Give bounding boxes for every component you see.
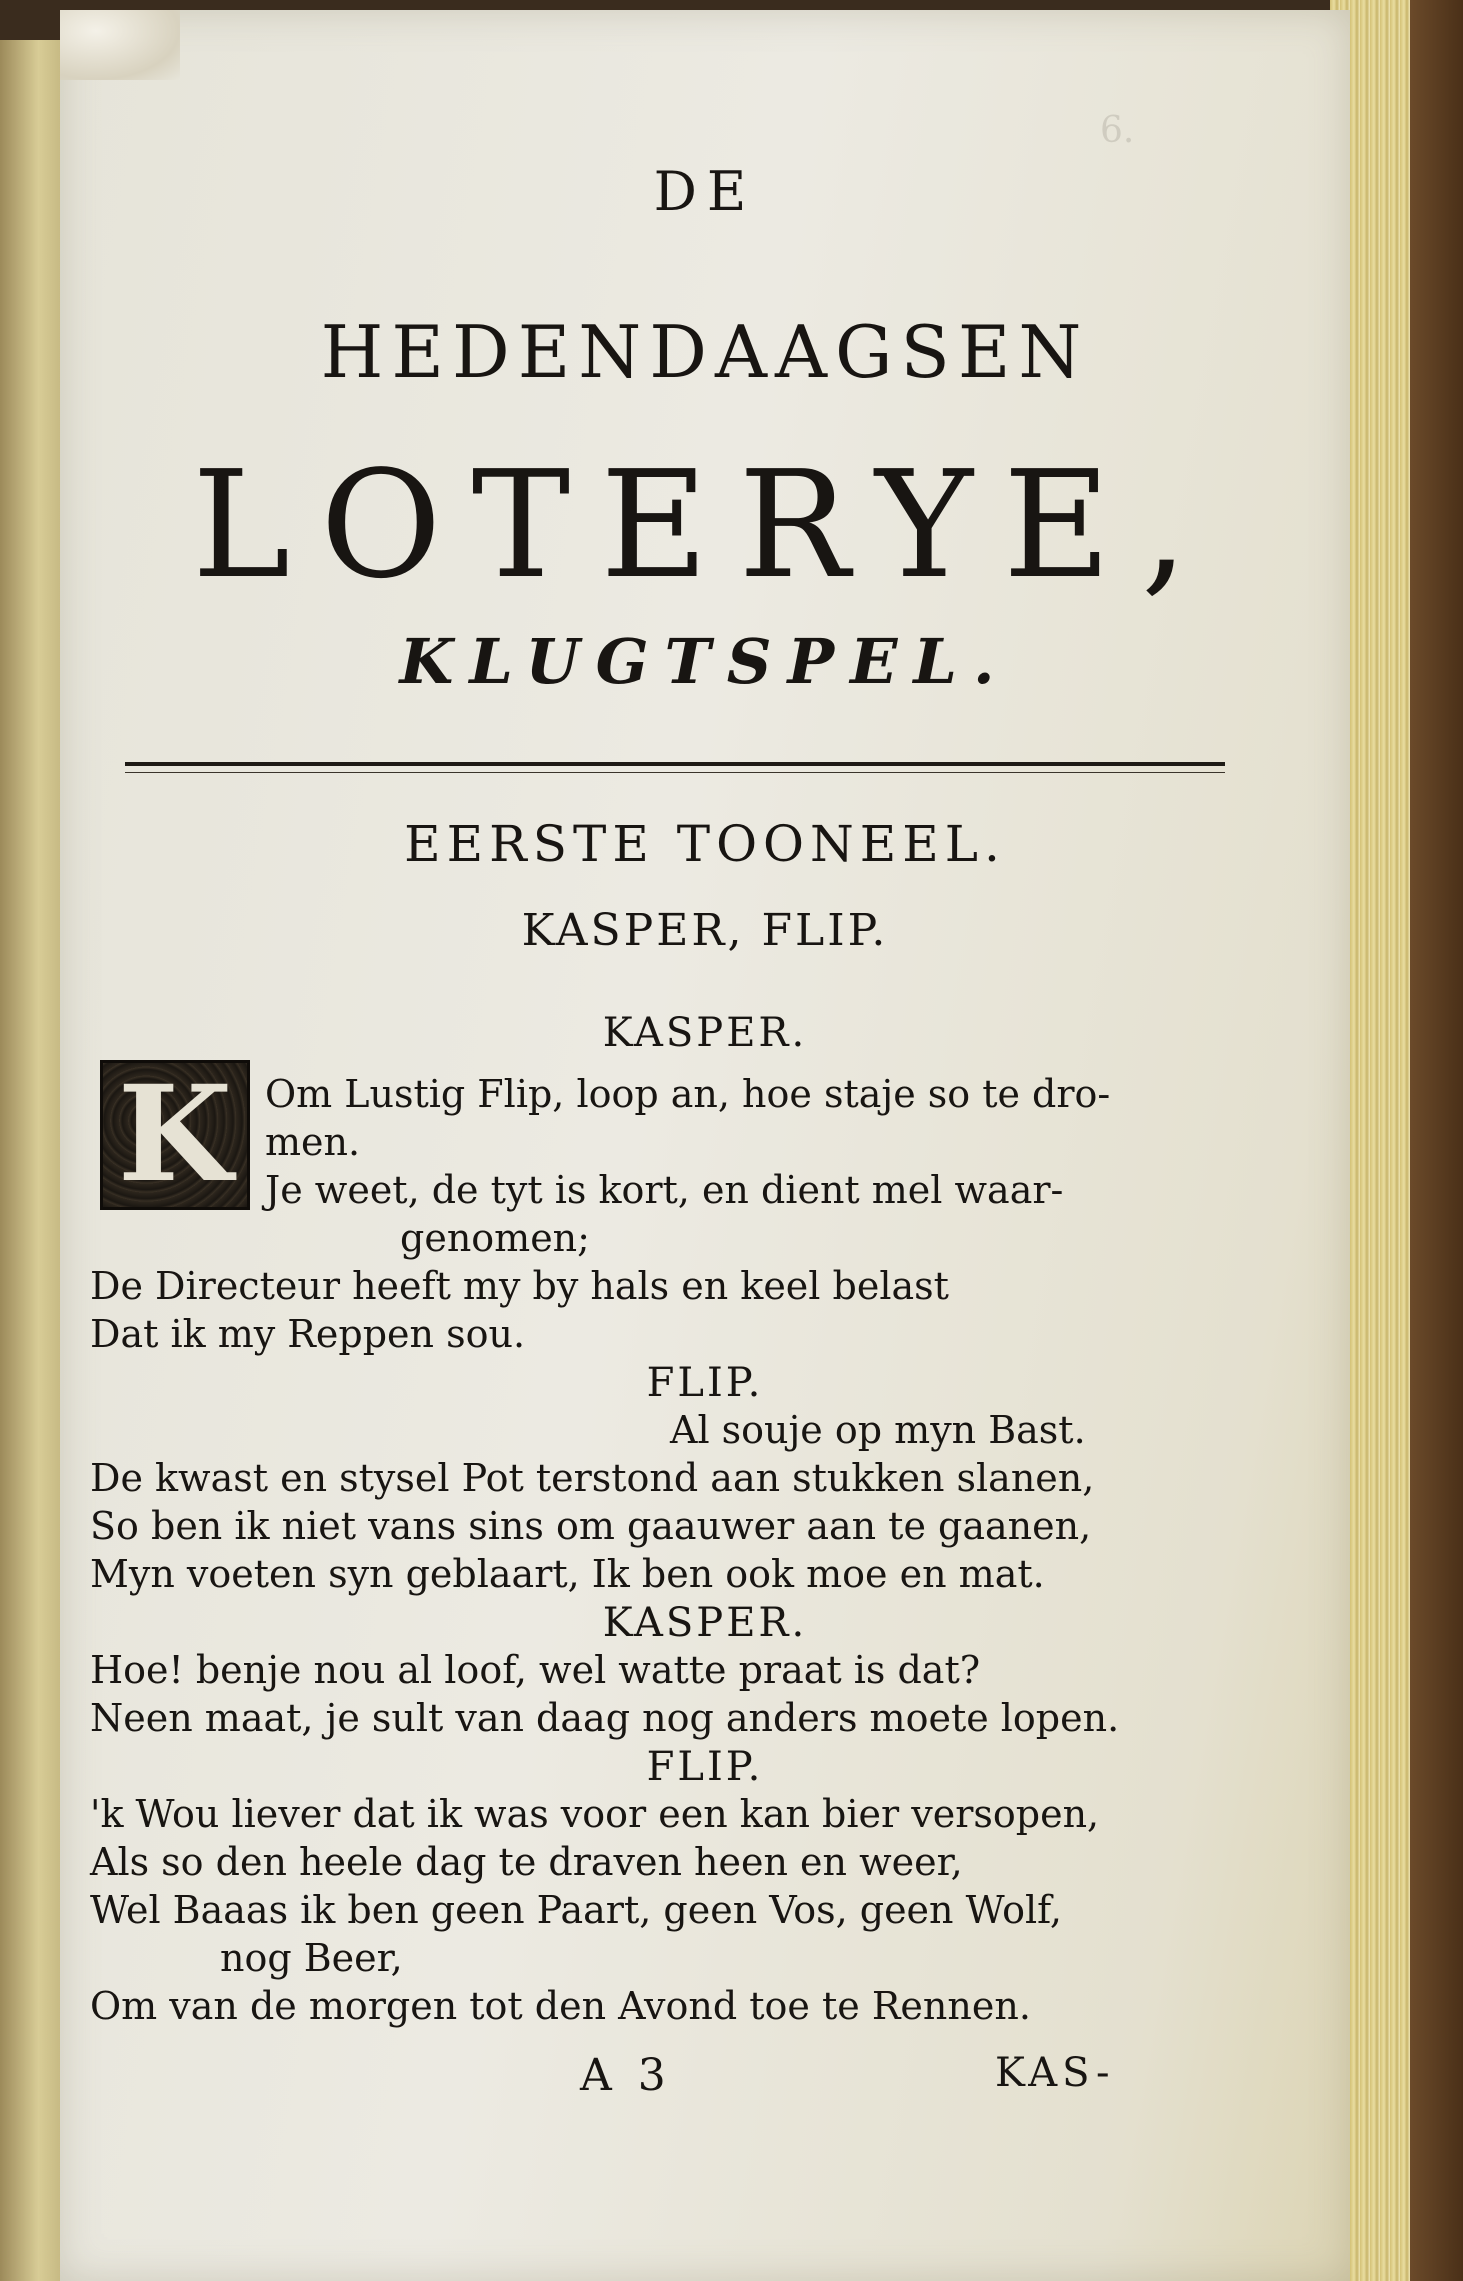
verse-line: Wel Baaas ik ben geen Paart, geen Vos, geen Wolf,: [90, 1888, 1062, 1932]
verse-line: Al souje op myn Bast.: [670, 1408, 1086, 1452]
show-through-text: 6.: [1100, 110, 1135, 151]
scene-heading: EERSTE TOONEEL.: [404, 815, 1006, 873]
signature-mark: A 3: [580, 2050, 672, 2101]
title-rule: [125, 762, 1225, 766]
verse-line: Hoe! benje nou al loof, wel watte praat is dat?: [90, 1648, 981, 1692]
verse-line: De kwast en stysel Pot terstond aan stukken slanen,: [90, 1456, 1095, 1500]
verse-line: De Directeur heeft my by hals en keel belast: [90, 1264, 949, 1308]
verse-line: Myn voeten syn geblaart, Ik ben ook moe en mat.: [90, 1552, 1045, 1596]
catchword: KAS-: [995, 2050, 1115, 2096]
speaker-label: FLIP.: [646, 1360, 764, 1406]
title-rule-thin: [125, 772, 1225, 773]
title-line-loterye: LOTERYE,: [191, 439, 1219, 611]
verse-line: nog Beer,: [220, 1936, 403, 1980]
title-article: DE: [653, 160, 757, 223]
verse-line: Neen maat, je sult van daag nog anders moete lopen.: [90, 1696, 1120, 1740]
verse-line: 'k Wou liever dat ik was voor een kan bier versopen,: [90, 1792, 1100, 1836]
speaker-label: FLIP.: [646, 1744, 764, 1790]
verse-line: men.: [265, 1120, 361, 1164]
speaker-label: KASPER.: [602, 1600, 808, 1646]
page-corner: [60, 10, 180, 80]
title-line-hedendaagsen: HEDENDAAGSEN: [320, 310, 1090, 394]
verse-line: Als so den heele dag te draven heen en weer,: [90, 1840, 963, 1884]
scene-characters: KASPER, FLIP.: [521, 905, 889, 956]
title-subtitle: KLUGTSPEL.: [399, 625, 1011, 698]
verse-line: genomen;: [400, 1216, 590, 1260]
drop-cap-ornament: [100, 1057, 250, 1212]
book-page: [60, 10, 1350, 2281]
drop-cap-letter: K: [103, 1063, 247, 1207]
verse-line: So ben ik niet vans sins om gaauwer aan te gaanen,: [90, 1504, 1092, 1548]
table-surface: [1410, 0, 1463, 2281]
speaker-label: KASPER.: [602, 1010, 808, 1056]
verse-line: Je weet, de tyt is kort, en dient mel waar-: [265, 1168, 1064, 1212]
verse-line: Dat ik my Reppen sou.: [90, 1312, 526, 1356]
verse-line: Om van de morgen tot den Avond toe te Rennen.: [90, 1984, 1031, 2028]
verse-line: Om Lustig Flip, loop an, hoe staje so te dro-: [265, 1072, 1111, 1116]
